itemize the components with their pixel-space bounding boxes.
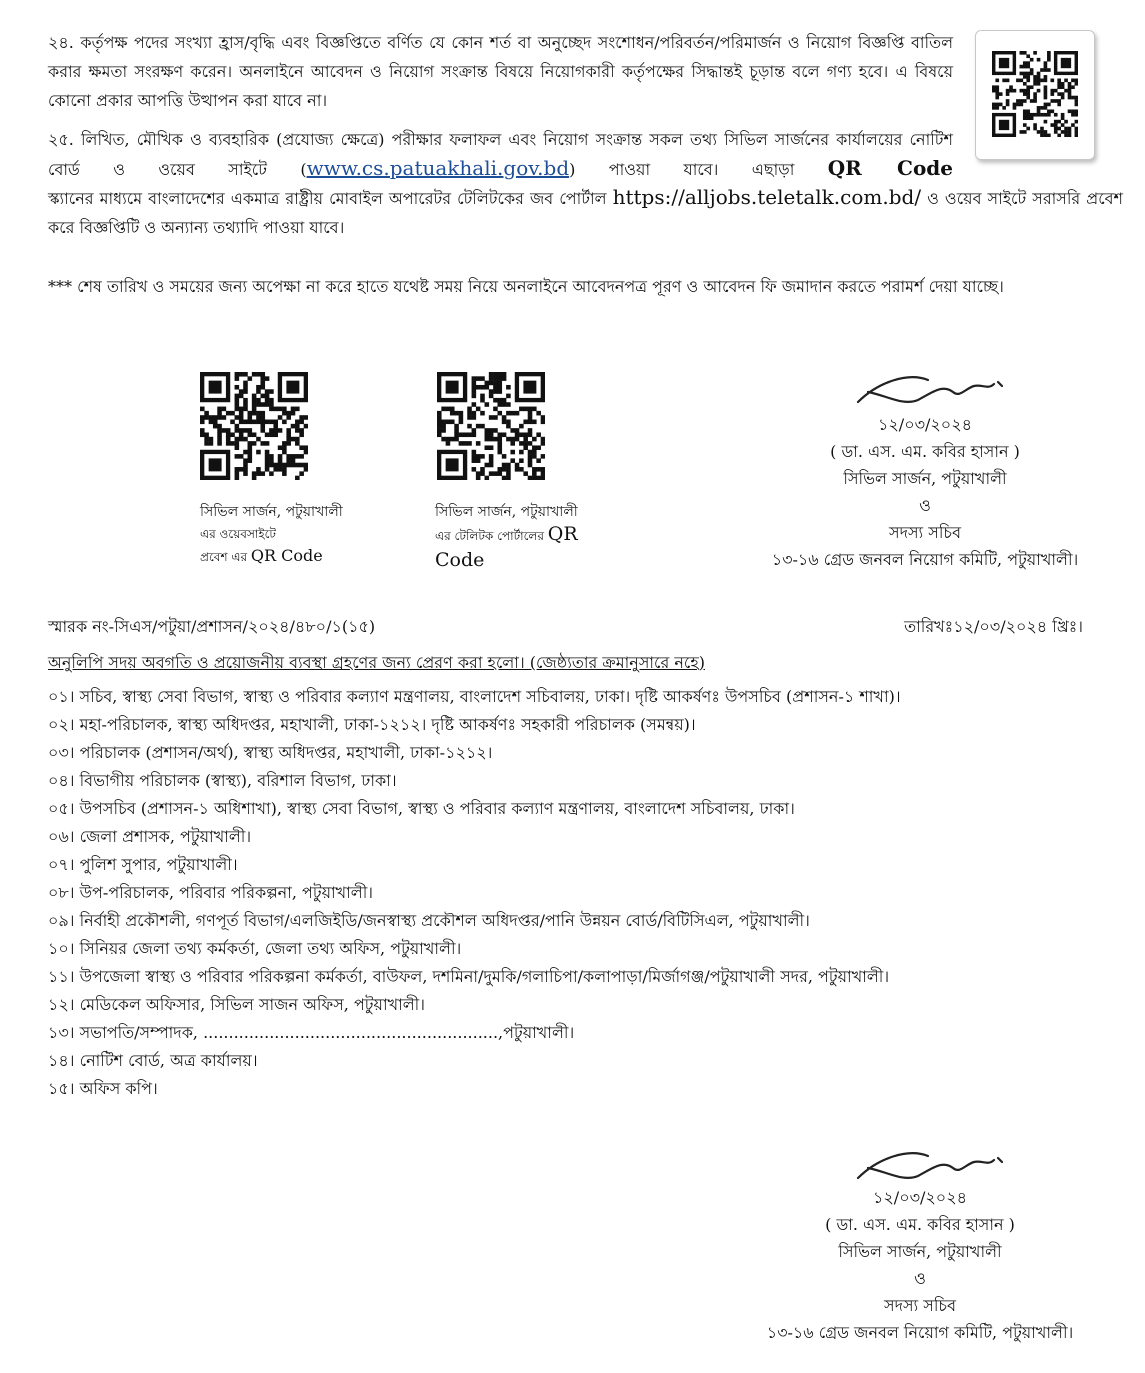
signature-block-bottom: ১২/০৩/২০২৪ ( ডা. এস. এম. কবির হাসান ) সিভিল সার্জন, পটুয়াখালী ও সদস্য সচিব ১৩-১৬ গ্রেড জনবল নিয়োগ কমিটি, পটুয়াখালী। — [766, 1188, 1074, 1342]
copy-heading: অনুলিপি সদয় অবগতি ও প্রয়োজনীয় ব্যবস্থা গ্রহণের জন্য প্রেরণ করা হলো। (জেষ্ঠ্যতার ক্রমানুসারে নহে) — [48, 653, 705, 672]
signature-top-icon — [848, 362, 1018, 414]
recipient-item: ০৭। পুলিশ সুপার, পটুয়াখালী। — [48, 855, 238, 874]
qr-caption-teletalk: সিভিল সার্জন, পটুয়াখালী এর টেলিটক পোর্টালের QR Code — [435, 504, 578, 571]
paragraph-24-text: ২৪. কর্তৃপক্ষ পদের সংখ্যা হ্রাস/বৃদ্ধি এবং বিজ্ঞপ্তিতে বর্ণিত যে কোন শর্ত বা অনুচ্ছেদ সংশোধন/পরিবর্তন/পরিমার্জন ও নিয়োগ বিজ্ঞপ্তি বাতিল করার ক্ষমতা সংরক্ষণ করেন। অনলাইনে আবেদন ও নিয়োগ সংক্রান্ত বিষয়ে নিয়োগকারী কর্তৃপক্ষের সিদ্ধান্তই চূড়ান্ত বলে গণ্য হবে। এ বিষয়ে কোনো প্রকার আপত্তি উত্থাপন করা যাবে না। — [48, 33, 953, 110]
recipient-item: ০৮। উপ-পরিচালক, পরিবার পরিকল্পনা, পটুয়াখালী। — [48, 883, 374, 902]
paragraph-24 — [48, 28, 953, 115]
recipient-item: ১৪। নোটিশ বোর্ড, অত্র কার্যালয়। — [48, 1051, 258, 1070]
recipient-item: ০৯। নির্বাহী প্রকৌশলী, গণপূর্ত বিভাগ/এলজিইডি/জনস্বাস্থ্য প্রকৌশল অধিদপ্তর/পানি উন্নয়ন বোর্ড/বিটিসিএল, পটুয়াখালী। — [48, 911, 810, 930]
recipient-item: ১৩। সভাপতি/সম্পাদক, ..........................................................,পটুয়াখালী। — [48, 1023, 575, 1042]
recipient-item: ১১। উপজেলা স্বাস্থ্য ও পরিবার পরিকল্পনা কর্মকর্তা, বাউফল, দশমিনা/দুমকি/গলাচিপা/কলাপাড়া/মির্জাগঞ্জ/পটুয়াখালী সদর, পটুয়াখালী। — [48, 967, 890, 986]
recipient-item: ১৫। অফিস কপি। — [48, 1079, 158, 1098]
qr-code-teletalk-icon — [437, 372, 545, 480]
qr-code-website-icon — [200, 372, 308, 480]
memo-number: স্মারক নং-সিএস/পটুয়া/প্রশাসন/২০২৪/৪৮০/১(১৫) — [48, 617, 376, 636]
recipient-item: ০১। সচিব, স্বাস্থ্য সেবা বিভাগ, স্বাস্থ্য ও পরিবার কল্যাণ মন্ত্রণালয়, বাংলাদেশ সচিবালয়, ঢাকা। দৃষ্টি আকর্ষণঃ উপসচিব (প্রশাসন-১ শাখা)। — [48, 687, 901, 706]
signature-bottom-icon — [848, 1138, 1018, 1190]
teletalk-portal-url: https://alljobs.teletalk.com.bd/ — [612, 185, 922, 209]
qr-code-icon — [992, 51, 1078, 137]
cs-website-link[interactable]: www.cs.patuakhali.gov.bd — [306, 156, 570, 180]
recipient-item: ০৬। জেলা প্রশাসক, পটুয়াখালী। — [48, 827, 252, 846]
recipient-item: ০৩। পরিচালক (প্রশাসন/অর্থ), স্বাস্থ্য অধিদপ্তর, মহাখালী, ঢাকা-১২১২। — [48, 743, 493, 762]
recipient-item: ০৪। বিভাগীয় পরিচালক (স্বাস্থ্য), বরিশাল বিভাগ, ঢাকা। — [48, 771, 397, 790]
qr-code-frame — [975, 30, 1095, 160]
qr-caption-website: সিভিল সার্জন, পটুয়াখালী এর ওয়েবসাইটে প্রবেশ এর QR Code — [200, 504, 343, 565]
deadline-note: *** শেষ তারিখ ও সময়ের জন্য অপেক্ষা না করে হাতে যথেষ্ট সময় নিয়ে অনলাইনে আবেদনপত্র পূরণ ও আবেদন ফি জমাদান করতে পরামর্শ দেয়া যাচ্ছে। — [48, 277, 1004, 296]
recipient-item: ০৫। উপসচিব (প্রশাসন-১ অধিশাখা), স্বাস্থ্য সেবা বিভাগ, স্বাস্থ্য ও পরিবার কল্যাণ মন্ত্রণালয়, বাংলাদেশ সচিবালয়, ঢাকা। — [48, 799, 795, 818]
recipient-item: ০২। মহা-পরিচালক, স্বাস্থ্য অধিদপ্তর, মহাখালী, ঢাকা-১২১২। দৃষ্টি আকর্ষণঃ সহকারী পরিচালক (সমন্বয়)। — [48, 715, 696, 734]
memo-date: তারিখঃ১২/০৩/২০২৪ খ্রিঃ। — [904, 617, 1083, 636]
signature-block-top: ১২/০৩/২০২৪ ( ডা. এস. এম. কবির হাসান ) সিভিল সার্জন, পটুয়াখালী ও সদস্য সচিব ১৩-১৬ গ্রেড জনবল নিয়োগ কমিটি, পটুয়াখালী। — [771, 415, 1079, 569]
recipient-item: ১০। সিনিয়র জেলা তথ্য কর্মকর্তা, জেলা তথ্য অফিস, পটুয়াখালী। — [48, 939, 462, 958]
recipient-item: ১২। মেডিকেল অফিসার, সিভিল সাজন অফিস, পটুয়াখালী। — [48, 995, 425, 1014]
paragraph-25-b: স্ক্যানের মাধ্যমে বাংলাদেশের একমাত্র রাষ্ট্রীয় মোবাইল অপারেটর টেলিটকের জব পোর্টাল https://alljobs.teletalk.com.bd/ ও ওয়েব সাইটে সরাসরি প্রবেশ করে বিজ্ঞপ্তিটি ও অন্যান্য তথ্যাদি পাওয়া যাবে। — [48, 185, 1123, 237]
paragraph-25-a: ২৫. লিখিত, মৌখিক ও ব্যবহারিক (প্রযোজ্য ক্ষেত্রে) পরীক্ষার ফলাফল এবং নিয়োগ সংক্রান্ত সকল তথ্য সিভিল সার্জনের কার্যালয়ের নোটিশ বোর্ড ও ওয়েব সাইটে (www.cs.patuakhali.gov.bd) পাওয়া যাবে। এছাড়া QR Code — [48, 130, 953, 180]
